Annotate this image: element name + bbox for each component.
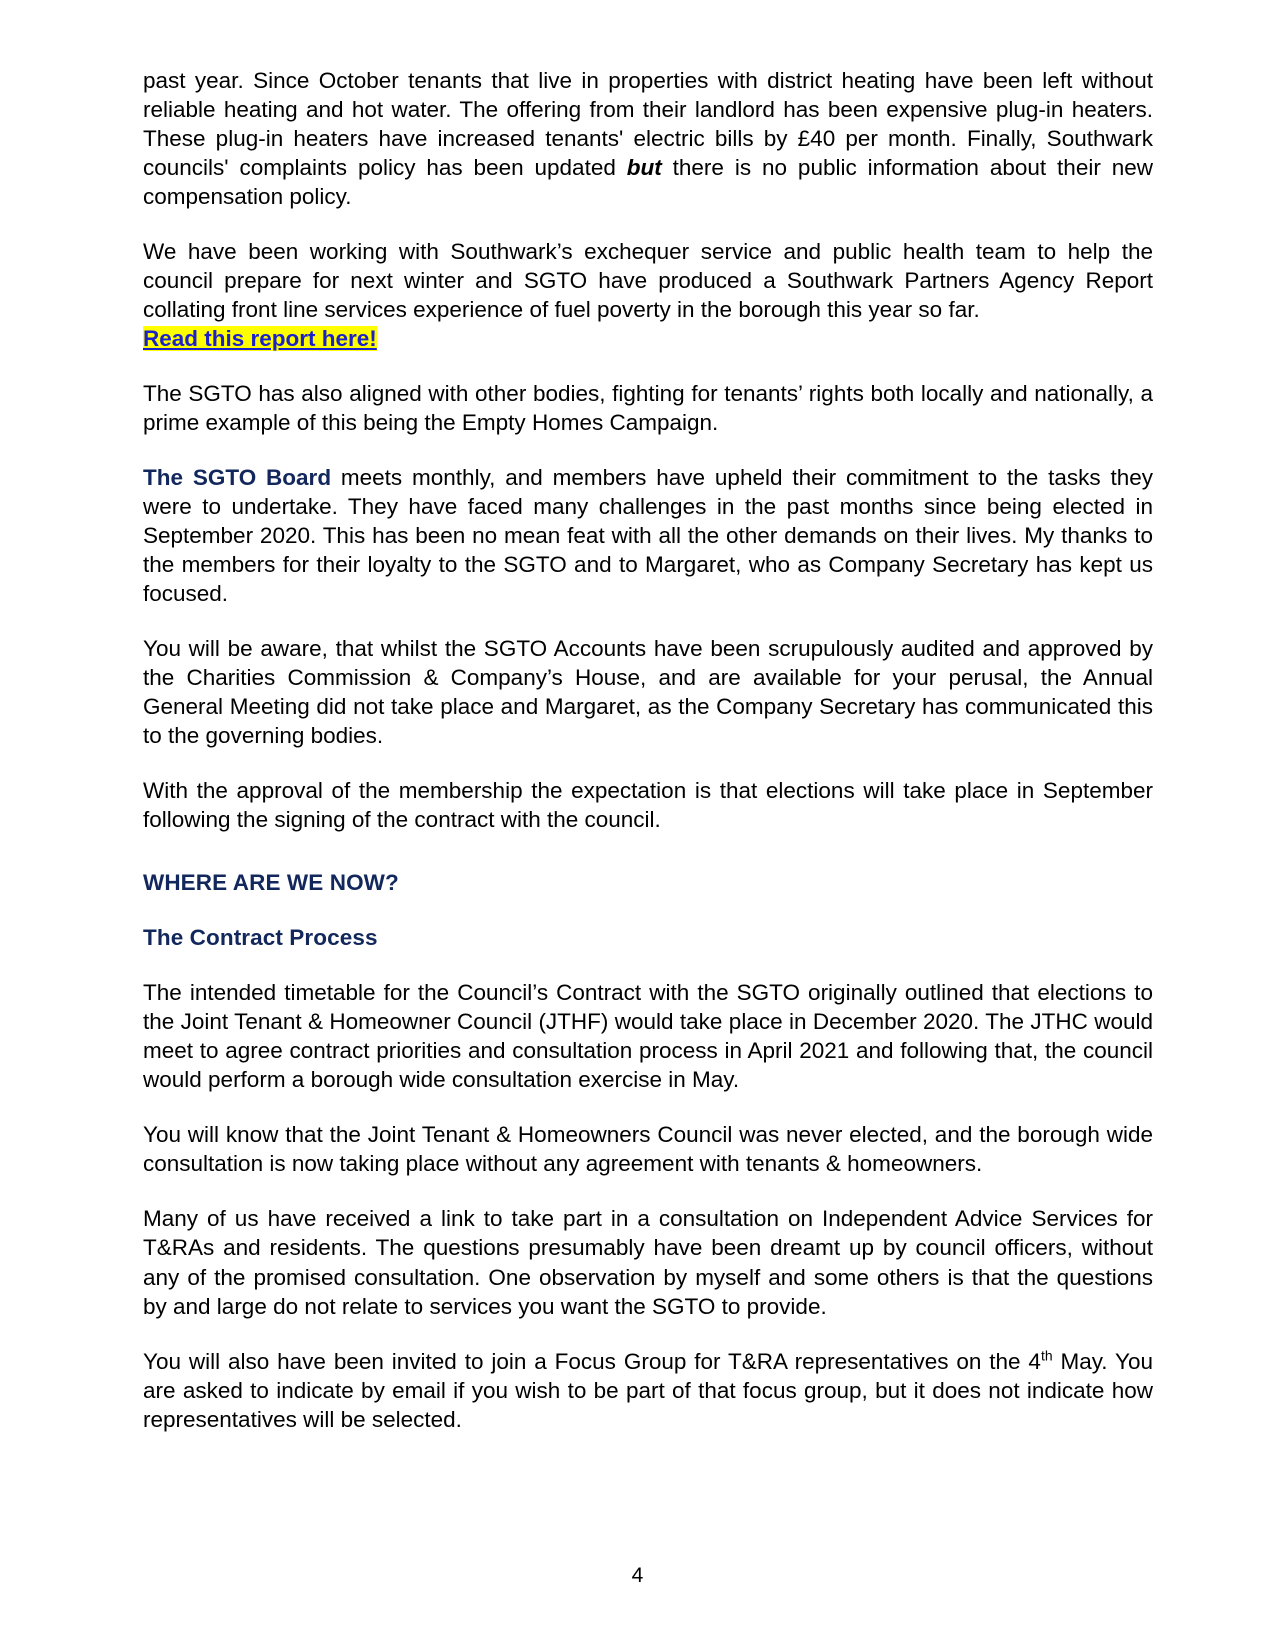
paragraph-independent-advice-services: Many of us have received a link to take part in a consultation on Independent Advice Services for T&RAs and residents. The questions presumably have been dreamt up by council officers, without any of the promised consultation. One observation by myself and some others is that the questions by and large do not relate to services you want the SGTO to provide. — [143, 1206, 1153, 1319]
paragraph-focus-group-text-part1: You will also have been invited to join a Focus Group for T&RA representatives on the 4 — [143, 1348, 1041, 1374]
paragraph-focus-group — [143, 1347, 1153, 1434]
emphasis-but: but — [626, 155, 662, 181]
paragraph-district-heating-text-part1: past year. Since October tenants that live in properties with district heating have been left without reliable heating and hot water. The offering from their landlord has been expensive plug-in heaters. These plug-in heaters have increased tenants' electric bills by £40 per month. Finally, Southwark councils' complaints policy has been updated — [143, 68, 1153, 181]
paragraph-membership-approval: With the approval of the membership the expectation is that elections will take place in September following the signing of the contract with the council. — [143, 778, 1153, 833]
paragraph-district-heating-text-part2: there is no public information about their new compensation policy. — [143, 155, 1154, 210]
paragraph-focus-group-text-part2: May. You are asked to indicate by email if you wish to be part of that focus group, but it does not indicate how representatives will be selected. — [143, 1348, 1154, 1432]
paragraph-intended-timetable: The intended timetable for the Council’s Contract with the SGTO originally outlined that elections to the Joint Tenant & Homeowner Council (JTHF) would take place in December 2020. The JTHC would meet to agree contract priorities and consultation process in April 2021 and following that, the council would perform a borough wide consultation exercise in May. — [143, 980, 1153, 1093]
paragraph-jthc-never-elected: You will know that the Joint Tenant & Homeowners Council was never elected, and the borough wide consultation is now taking place without any agreement with tenants & homeowners. — [143, 1122, 1153, 1177]
paragraph-sgto-board-text: meets monthly, and members have upheld their commitment to the tasks they were to undertake. They have faced many challenges in the past months since being elected in September 2020. This has been no mean feat with all the other demands on their lives. My thanks to the members for their loyalty to the SGTO and to Margaret, who as Company Secretary has kept us focused. — [143, 465, 1153, 607]
heading-the-contract-process: The Contract Process — [143, 925, 378, 951]
ordinal-suffix: th — [1040, 1347, 1053, 1364]
paragraph-exchequer-service: We have been working with Southwark’s exchequer service and public health team to help the council prepare for next winter and SGTO have produced a Southwark Partners Agency Report collating front line services experience of fuel poverty in the borough this year so far. — [143, 239, 1153, 323]
sgto-board-lead-in: The SGTO Board — [143, 465, 332, 491]
read-this-report-link[interactable]: Read this report here! — [143, 326, 377, 352]
paragraph-sgto-board — [143, 463, 1153, 608]
document-body — [143, 66, 1153, 1434]
report-link-line — [143, 324, 1153, 353]
paragraph-empty-homes-campaign: The SGTO has also aligned with other bodies, fighting for tenants’ rights both locally and nationally, a prime example of this being the Empty Homes Campaign. — [143, 381, 1153, 436]
page-number: 4 — [631, 1564, 644, 1587]
heading-where-are-we-now: WHERE ARE WE NOW? — [143, 870, 399, 896]
paragraph-district-heating — [143, 66, 1153, 211]
paragraph-sgto-accounts: You will be aware, that whilst the SGTO Accounts have been scrupulously audited and approved by the Charities Commission & Company’s House, and are available for your perusal, the Annual General Meeting did not take place and Margaret, as the Company Secretary has communicated this to the governing bodies. — [143, 636, 1153, 749]
